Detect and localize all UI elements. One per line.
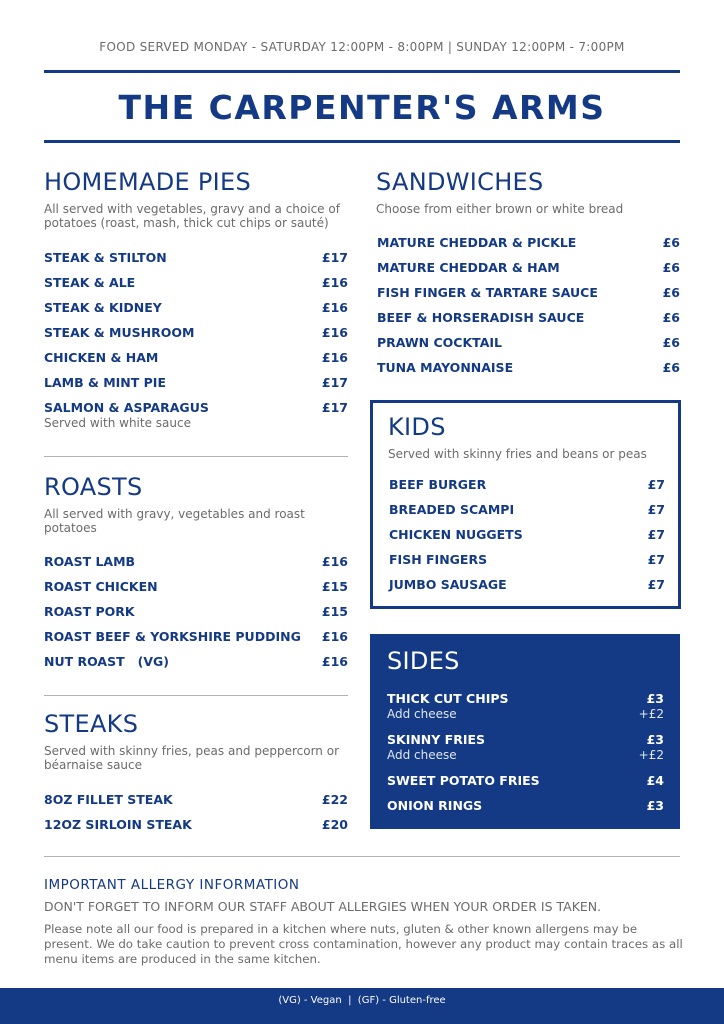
sandwiches-item-list: [377, 235, 680, 380]
section-sides: [387, 647, 667, 675]
section-divider: [44, 695, 348, 696]
allergy-title: IMPORTANT ALLERGY INFORMATION: [44, 877, 300, 893]
item-price: £3: [646, 798, 664, 813]
section-title: SANDWICHES: [376, 168, 544, 196]
item-price: £6: [662, 335, 680, 350]
item-name: 8OZ FILLET STEAK: [44, 792, 173, 807]
item-name: ROAST BEEF & YORKSHIRE PUDDING: [44, 629, 301, 644]
item-name: ROAST PORK: [44, 604, 135, 619]
item-name: JUMBO SAUSAGE: [389, 577, 507, 592]
allergy-body: Please note all our food is prepared in a kitchen where nuts, gluten & other known allergens may be present. We do take caution to prevent cross contamination, however any product may contain traces as all menu items are produced in the same kitchen.: [44, 922, 683, 966]
item-name: STEAK & ALE: [44, 275, 136, 290]
item-price: £15: [321, 579, 348, 594]
item-name: LAMB & MINT PIE: [44, 375, 166, 390]
kids-item-list: [389, 477, 665, 597]
footer-legend: (VG) - Vegan | (GF) - Gluten-free: [0, 988, 724, 1024]
item-price: £16: [321, 325, 348, 340]
header-top-rule: [44, 70, 680, 73]
item-price: £7: [647, 502, 665, 517]
item-name: FISH FINGER & TARTARE SAUCE: [377, 285, 598, 300]
item-price: £3: [646, 691, 664, 706]
item-name: TUNA MAYONNAISE: [377, 360, 514, 375]
steaks-item-list: [44, 792, 348, 837]
item-price: £17: [321, 400, 348, 415]
item-name: CHICKEN & HAM: [44, 350, 159, 365]
item-price: £20: [321, 817, 348, 832]
section-description: Served with skinny fries and beans or peas: [388, 447, 647, 461]
section-title: HOMEMADE PIES: [44, 168, 252, 196]
section-description: All served with gravy, vegetables and roast potatoes: [44, 507, 305, 535]
item-name: ROAST LAMB: [44, 554, 136, 569]
item-note-price: +£2: [638, 707, 664, 721]
pies-item-list: [44, 250, 348, 440]
section-title: SIDES: [387, 647, 460, 675]
item-note: Add cheese: [387, 748, 457, 762]
allergy-warning: DON'T FORGET TO INFORM OUR STAFF ABOUT ALLERGIES WHEN YOUR ORDER IS TAKEN.: [44, 899, 602, 914]
item-name: ROAST CHICKEN: [44, 579, 158, 594]
allergy-divider: [44, 856, 680, 857]
item-price: £7: [647, 477, 665, 492]
item-price: £16: [321, 300, 348, 315]
item-price: £3: [646, 732, 664, 747]
item-name: ONION RINGS: [387, 798, 483, 813]
item-name: SWEET POTATO FRIES: [387, 773, 540, 788]
item-name: BEEF BURGER: [389, 477, 487, 492]
item-name: NUT ROAST (VG): [44, 654, 170, 669]
item-name: STEAK & KIDNEY: [44, 300, 162, 315]
item-price: £6: [662, 260, 680, 275]
item-name: CHICKEN NUGGETS: [389, 527, 523, 542]
item-note: Served with white sauce: [44, 416, 191, 430]
section-description: Choose from either brown or white bread: [376, 202, 624, 216]
item-name: BEEF & HORSERADISH SAUCE: [377, 310, 585, 325]
item-name: STEAK & STILTON: [44, 250, 167, 265]
section-divider: [44, 456, 348, 457]
section-title: KIDS: [388, 413, 446, 441]
item-note-price: +£2: [638, 748, 664, 762]
item-name: 12OZ SIRLOIN STEAK: [44, 817, 192, 832]
item-name: STEAK & MUSHROOM: [44, 325, 195, 340]
item-price: £16: [321, 350, 348, 365]
item-price: £7: [647, 552, 665, 567]
section-kids: [388, 413, 668, 461]
sides-item-list: [387, 691, 664, 821]
section-title: STEAKS: [44, 710, 139, 738]
section-title: ROASTS: [44, 473, 143, 501]
item-name: SKINNY FRIES: [387, 732, 486, 747]
page-title: THE CARPENTER'S ARMS: [118, 88, 606, 127]
item-price: £7: [647, 527, 665, 542]
item-price: £16: [321, 629, 348, 644]
item-price: £22: [321, 792, 348, 807]
item-price: £6: [662, 310, 680, 325]
item-name: FISH FINGERS: [389, 552, 488, 567]
section-description: All served with vegetables, gravy and a choice of potatoes (roast, mash, thick cut chips or sauté): [44, 202, 340, 230]
item-name: MATURE CHEDDAR & HAM: [377, 260, 560, 275]
item-price: £17: [321, 375, 348, 390]
item-price: £6: [662, 360, 680, 375]
roasts-item-list: [44, 554, 348, 674]
item-price: £16: [321, 554, 348, 569]
kids-panel: [370, 400, 681, 609]
section-sandwiches: [376, 168, 680, 216]
item-price: £7: [647, 577, 665, 592]
item-price: £6: [662, 285, 680, 300]
section-roasts: [44, 473, 348, 535]
item-name: SALMON & ASPARAGUS: [44, 400, 209, 415]
section-description: Served with skinny fries, peas and peppercorn or béarnaise sauce: [44, 744, 339, 772]
item-name: MATURE CHEDDAR & PICKLE: [377, 235, 577, 250]
item-name: BREADED SCAMPI: [389, 502, 515, 517]
item-price: £17: [321, 250, 348, 265]
sides-panel: [370, 634, 680, 829]
opening-hours: FOOD SERVED MONDAY - SATURDAY 12:00PM - 8:00PM | SUNDAY 12:00PM - 7:00PM: [99, 40, 625, 54]
item-name: THICK CUT CHIPS: [387, 691, 509, 706]
item-price: £16: [321, 275, 348, 290]
section-homemade-pies: [44, 168, 348, 230]
section-steaks: [44, 710, 348, 772]
item-note: Add cheese: [387, 707, 457, 721]
item-name: PRAWN COCKTAIL: [377, 335, 503, 350]
item-price: £4: [646, 773, 664, 788]
header-bottom-rule: [44, 140, 680, 143]
item-price: £6: [662, 235, 680, 250]
item-price: £15: [321, 604, 348, 619]
item-price: £16: [321, 654, 348, 669]
